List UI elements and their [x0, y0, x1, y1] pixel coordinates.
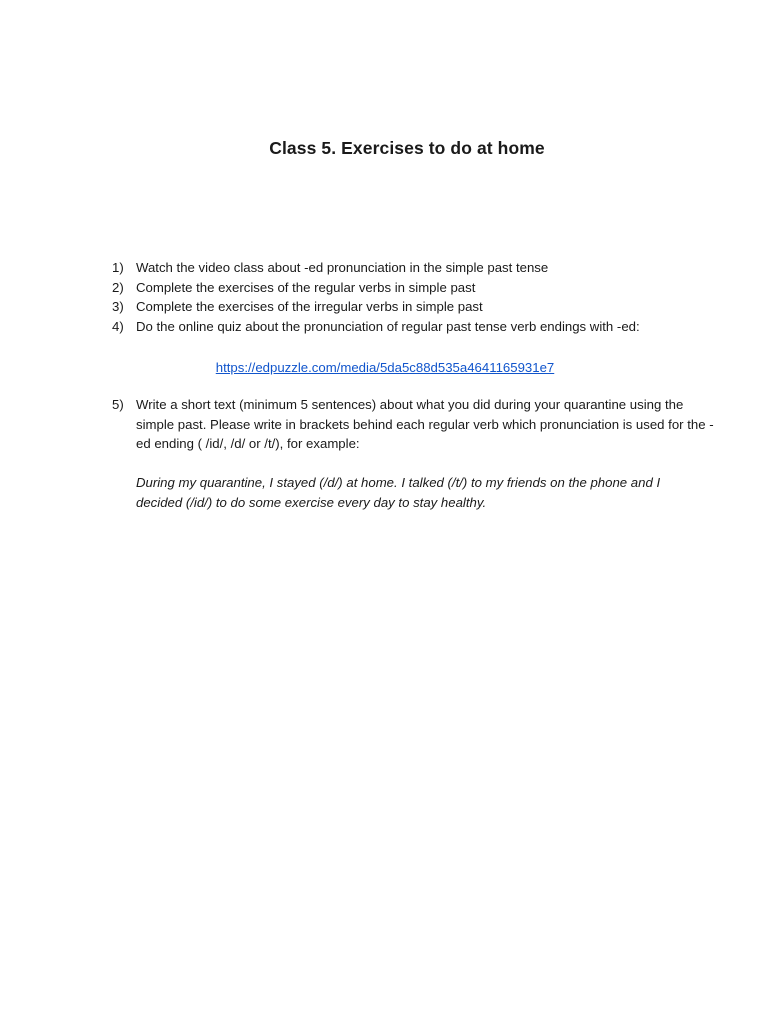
edpuzzle-link[interactable]: https://edpuzzle.com/media/5da5c88d535a4641165931e7	[215, 360, 555, 375]
item-text: Watch the video class about -ed pronunciation in the simple past tense	[136, 260, 549, 275]
list-item-5	[112, 395, 716, 454]
item-number: 1)	[112, 260, 124, 275]
item-number: 4)	[112, 318, 124, 334]
item-text: Do the online quiz about the pronunciation of regular past tense verb endings with -ed:	[136, 318, 640, 334]
item-number: 3)	[112, 299, 124, 314]
list-item	[112, 317, 692, 337]
exercise-list	[112, 258, 692, 336]
item-text: Write a short text (minimum 5 sentences) about what you did during your quarantine using the simple past. Please write in brackets behind each regular verb which pronunciation is used for the -ed ending ( /id/, /d/ or /t/), for example:	[136, 397, 714, 451]
page-title: Class 5. Exercises to do at home	[269, 138, 545, 158]
item-text: Complete the exercises of the irregular verbs in simple past	[136, 299, 483, 314]
item-number: 2)	[112, 279, 124, 295]
list-item	[112, 278, 692, 298]
list-item	[112, 297, 692, 317]
example-text: During my quarantine, I stayed (/d/) at home. I talked (/t/) to my friends on the phone and I decided (/id/) to do some exercise every day to stay healthy.	[136, 475, 661, 510]
list-item	[112, 258, 692, 278]
quiz-link-line	[0, 358, 770, 378]
item-text: Complete the exercises of the regular verbs in simple past	[136, 279, 476, 295]
item-number: 5)	[112, 397, 124, 412]
